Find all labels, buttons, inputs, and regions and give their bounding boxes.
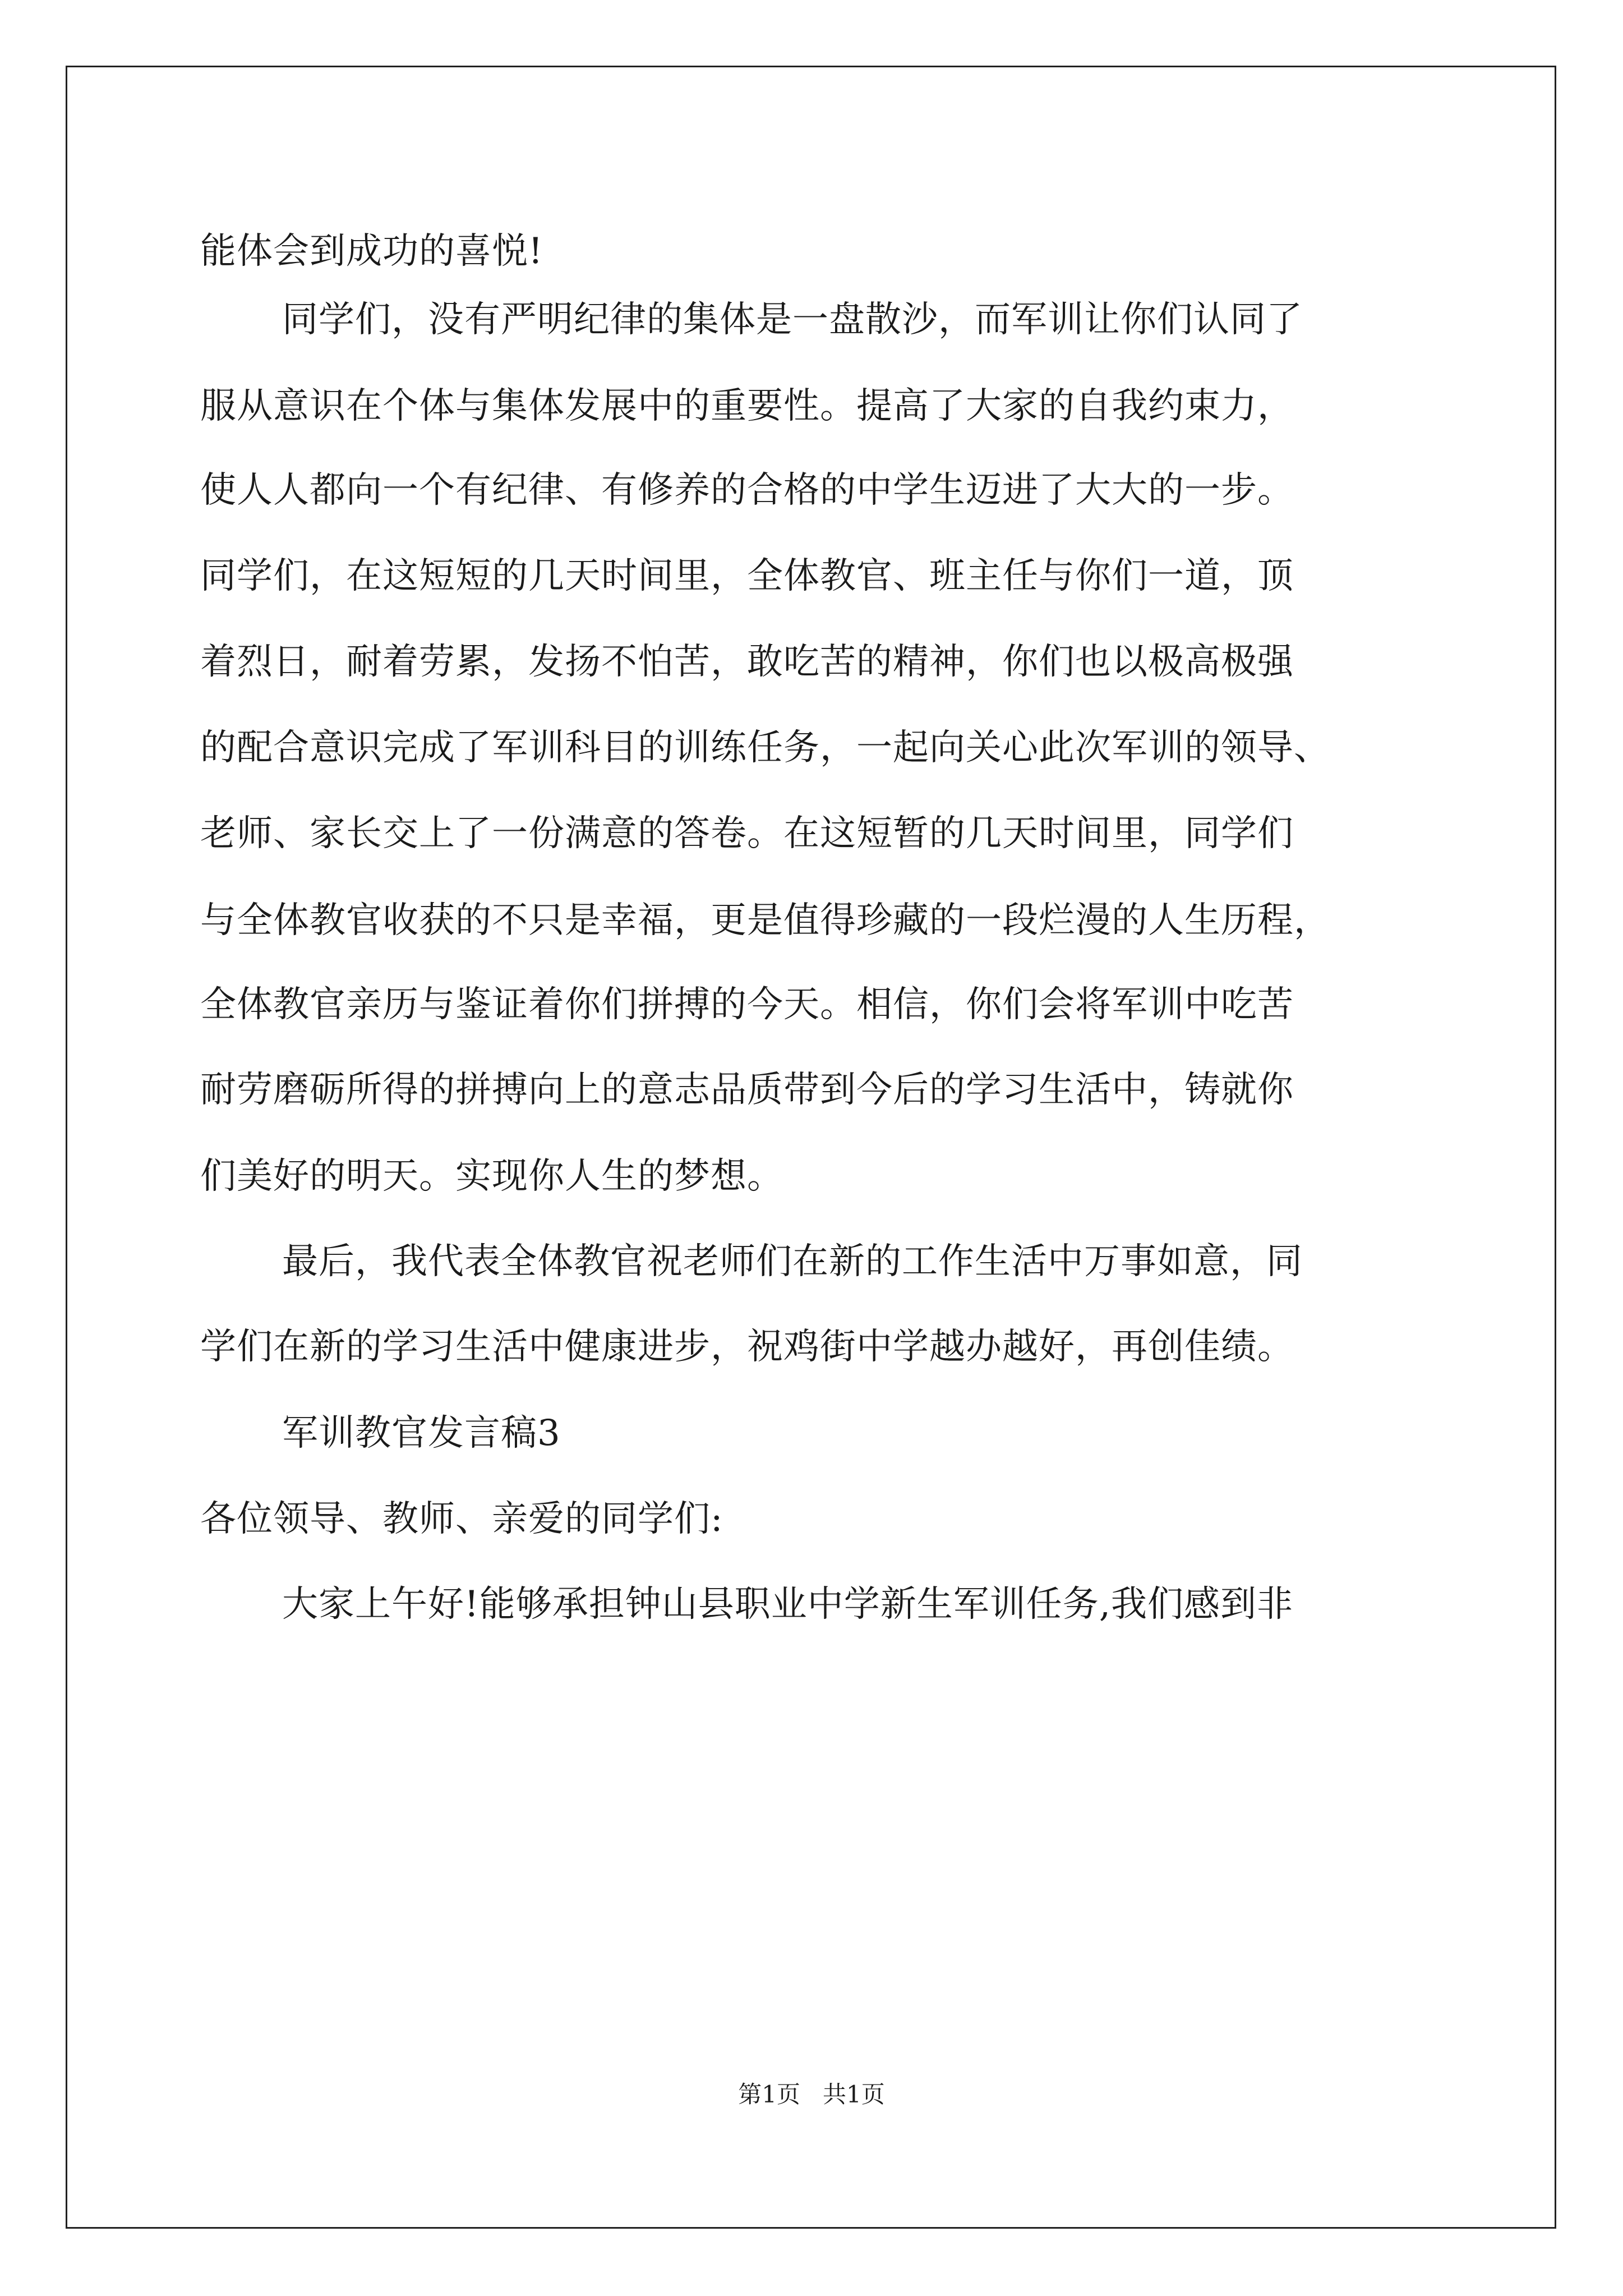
text-line: 最后，我代表全体教官祝老师们在新的工作生活中万事如意，同 <box>282 1241 1303 1282</box>
text-line: 学们在新的学习生活中健康进步，祝鸡街中学越办越好，再创佳绩。 <box>200 1326 1294 1368</box>
text-line: 老师、家长交上了一份满意的答卷。在这短暂的几天时间里，同学们 <box>200 813 1294 854</box>
text-line: 使人人都向一个有纪律、有修养的合格的中学生迈进了大大的一步。 <box>200 470 1294 511</box>
text-line: 服从意识在个体与集体发展中的重要性。提高了大家的自我约束力， <box>200 385 1294 427</box>
page-number-footer: 第1页 共1页 <box>738 2081 885 2108</box>
text-line: 同学们，没有严明纪律的集体是一盘散沙，而军训让你们认同了 <box>282 299 1303 341</box>
text-line: 的配合意识完成了军训科目的训练任务，一起向关心此次军训的领导、 <box>200 727 1330 769</box>
text-line: 们美好的明天。实现你人生的梦想。 <box>200 1156 783 1197</box>
salutation: 各位领导、教师、亲爱的同学们: <box>200 1498 723 1540</box>
text-line: 与全体教官收获的不只是幸福，更是值得珍藏的一段烂漫的人生历程， <box>200 900 1330 941</box>
section-heading: 军训教官发言稿3 <box>282 1412 561 1454</box>
text-line: 全体教官亲历与鉴证着你们拼搏的今天。相信，你们会将军训中吃苦 <box>200 984 1294 1025</box>
text-line: 耐劳磨砺所得的拼搏向上的意志品质带到今后的学习生活中，铸就你 <box>200 1069 1294 1111</box>
text-line: 大家上午好!能够承担钟山县职业中学新生军训任务,我们感到非 <box>282 1584 1294 1625</box>
text-line: 同学们，在这短短的几天时间里，全体教官、班主任与你们一道，顶 <box>200 555 1294 597</box>
text-line: 能体会到成功的喜悦! <box>200 231 543 272</box>
text-line: 着烈日，耐着劳累，发扬不怕苦，敢吃苦的精神，你们也以极高极强 <box>200 641 1294 683</box>
